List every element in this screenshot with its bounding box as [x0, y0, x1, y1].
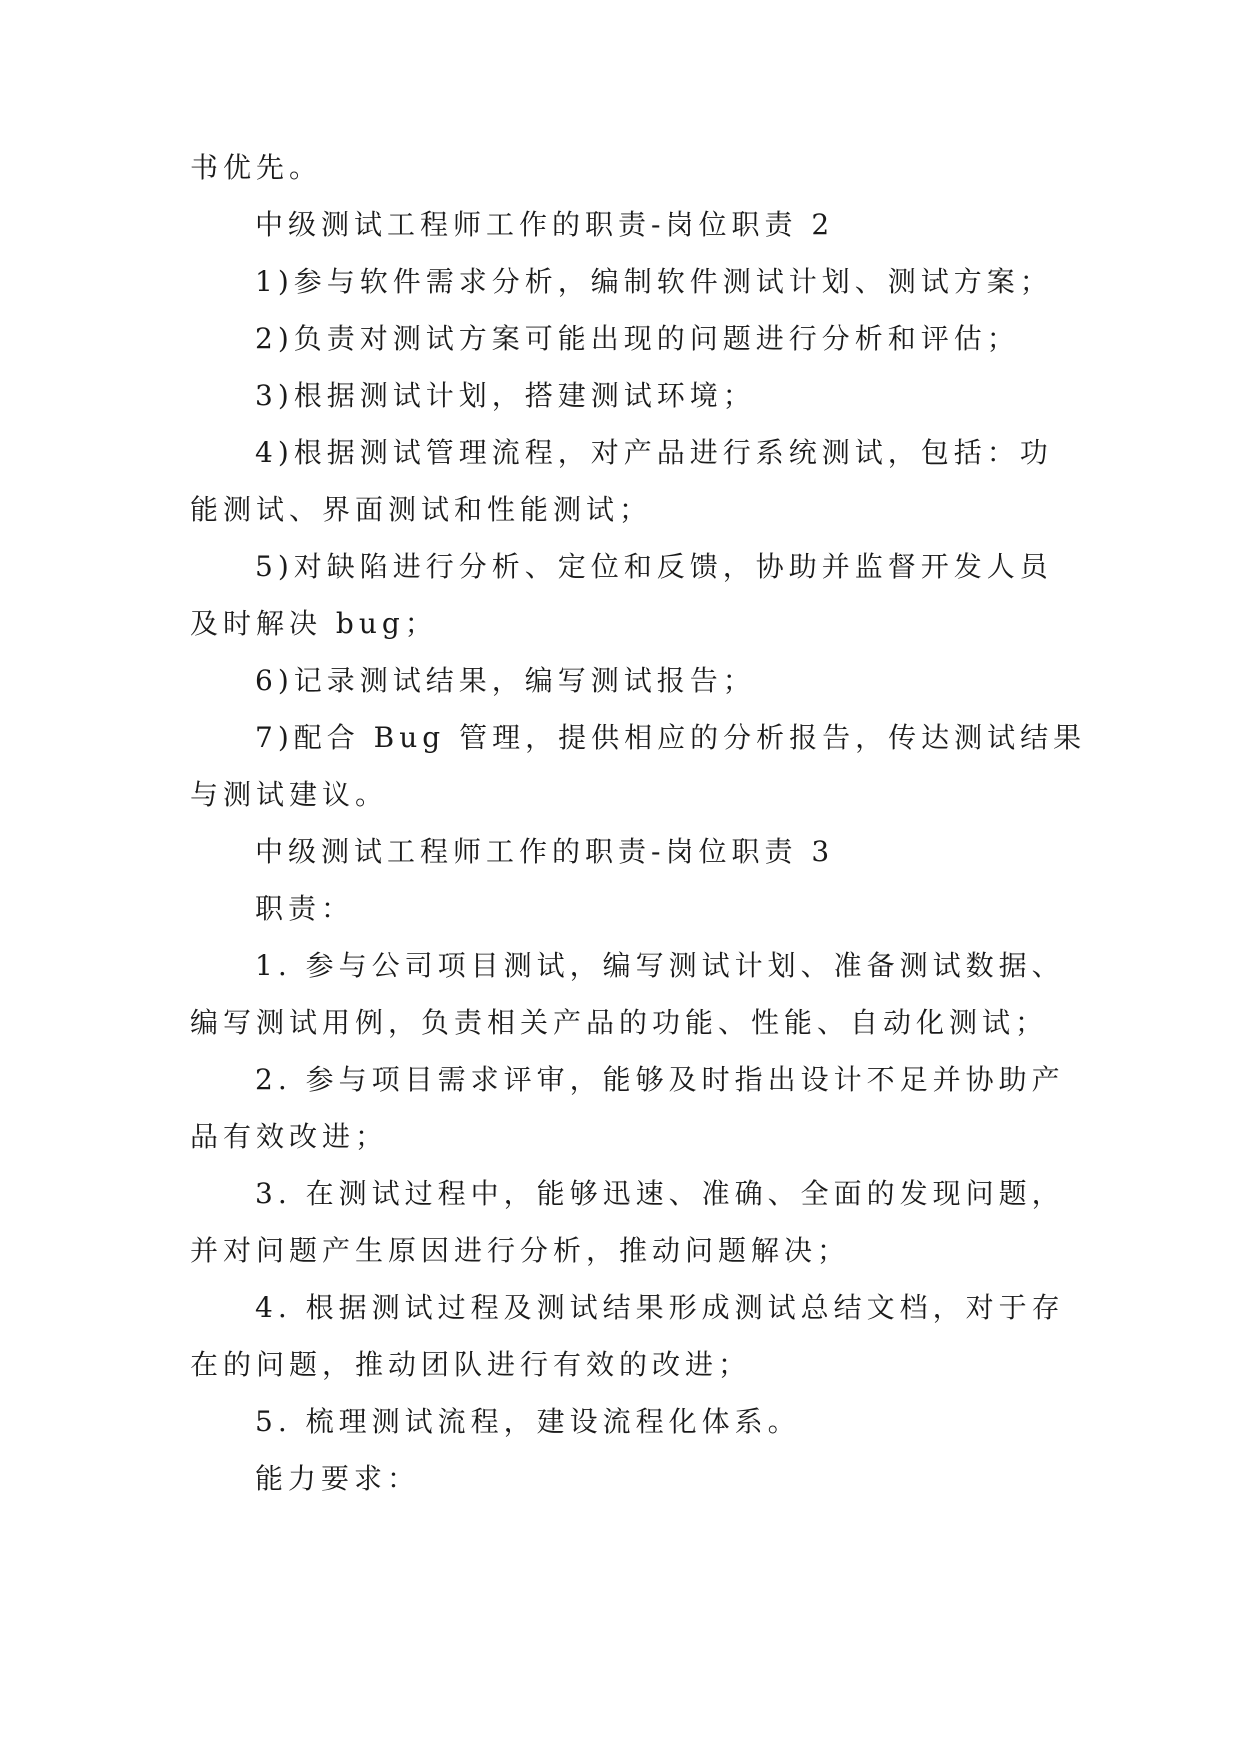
- list-item: 4. 根据测试过程及测试结果形成测试总结文档，对于存: [255, 1291, 1065, 1324]
- text-line: 书优先。: [190, 151, 323, 184]
- list-item: 6)记录测试结果，编写测试报告；: [255, 664, 756, 697]
- list-item-continuation: 在的问题，推动团队进行有效的改进；: [190, 1348, 752, 1381]
- list-item: 1. 参与公司项目测试，编写测试计划、准备测试数据、: [255, 949, 1065, 982]
- section-heading: 中级测试工程师工作的职责-岗位职责 3: [255, 835, 835, 868]
- list-item-continuation: 及时解决 bug；: [190, 607, 438, 640]
- list-item-continuation: 编写测试用例，负责相关产品的功能、性能、自动化测试；: [190, 1006, 1049, 1039]
- list-item: 3. 在测试过程中，能够迅速、准确、全面的发现问题，: [255, 1177, 1065, 1210]
- subheading: 职责：: [255, 892, 355, 925]
- list-item: 1)参与软件需求分析，编制软件测试计划、测试方案；: [255, 265, 1053, 298]
- list-item-continuation: 与测试建议。: [190, 778, 389, 811]
- list-item: 2. 参与项目需求评审，能够及时指出设计不足并协助产: [255, 1063, 1065, 1096]
- subheading: 能力要求：: [255, 1462, 421, 1495]
- section-heading: 中级测试工程师工作的职责-岗位职责 2: [255, 208, 835, 241]
- list-item: 7)配合 Bug 管理，提供相应的分析报告，传达测试结果: [255, 721, 1087, 754]
- list-item: 5. 梳理测试流程，建设流程化体系。: [255, 1405, 801, 1438]
- list-item-continuation: 并对问题产生原因进行分析，推动问题解决；: [190, 1234, 851, 1267]
- list-item-continuation: 能测试、界面测试和性能测试；: [190, 493, 653, 526]
- list-item: 3)根据测试计划，搭建测试环境；: [255, 379, 756, 412]
- list-item: 5)对缺陷进行分析、定位和反馈，协助并监督开发人员: [255, 550, 1053, 583]
- list-item-continuation: 品有效改进；: [190, 1120, 389, 1153]
- list-item: 2)负责对测试方案可能出现的问题进行分析和评估；: [255, 322, 1020, 355]
- list-item: 4)根据测试管理流程，对产品进行系统测试，包括：功: [255, 436, 1053, 469]
